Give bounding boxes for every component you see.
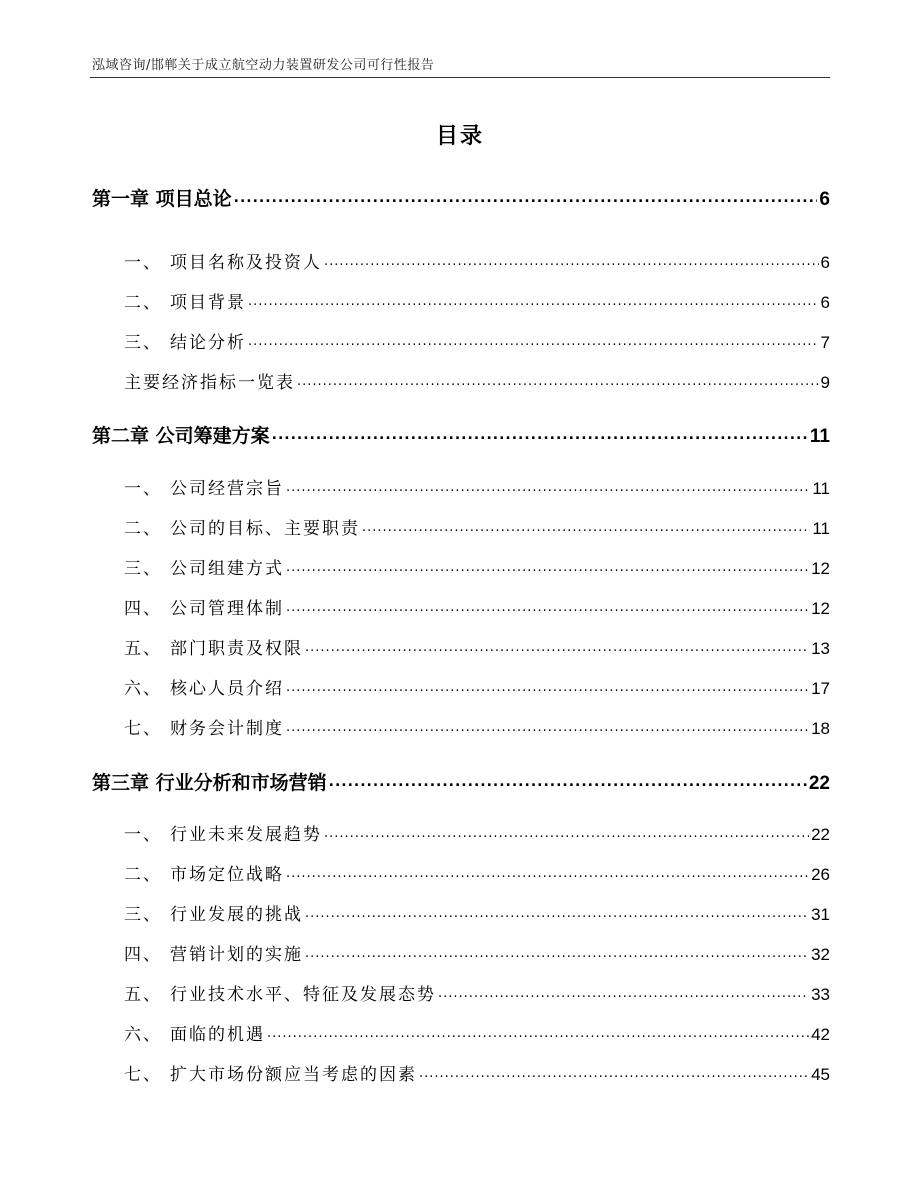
toc-leader-dots [286, 862, 809, 879]
toc-page-number: 42 [811, 1025, 830, 1044]
toc-section-entry[interactable] [92, 288, 830, 313]
toc-page-number: 6 [819, 189, 830, 210]
toc-entry-number: 一、 [124, 479, 162, 499]
toc-chapter-entry[interactable] [92, 184, 830, 211]
toc-page-number: 9 [820, 373, 830, 392]
toc-section-entry[interactable] [92, 1060, 830, 1085]
toc-page-number: 32 [811, 945, 830, 964]
toc-entry-label [92, 184, 232, 211]
toc-entry-text: 主要经济指标一览表 [124, 373, 295, 393]
toc-entry-text: 扩大市场份额应当考虑的因素 [170, 1065, 417, 1085]
toc-entry-number: 五、 [124, 985, 162, 1005]
toc-leader-dots [419, 1062, 809, 1079]
toc-page-number: 11 [812, 519, 830, 538]
toc-page-number: 7 [820, 333, 830, 352]
toc-entry-label [92, 474, 284, 499]
toc-section-entry[interactable] [92, 940, 830, 965]
toc-entry-text: 核心人员介绍 [170, 679, 284, 699]
toc-entry-number: 七、 [124, 719, 162, 739]
toc-leader-dots [297, 370, 819, 387]
toc-entry-label [92, 594, 284, 619]
toc-leader-dots [305, 942, 809, 959]
toc-entry-number: 六、 [124, 1025, 162, 1045]
toc-page-number: 33 [811, 985, 830, 1004]
toc-leader-dots [286, 476, 810, 493]
toc-entry-text: 项目名称及投资人 [170, 253, 322, 273]
toc-entry-label [92, 1020, 265, 1045]
toc-section-entry[interactable] [92, 1020, 830, 1045]
toc-page-number: 11 [809, 426, 830, 447]
toc-leader-dots [248, 290, 819, 307]
toc-entry-number: 六、 [124, 679, 162, 699]
toc-entry-label [92, 554, 284, 579]
toc-entry-number: 二、 [124, 865, 162, 885]
toc-entry-text: 营销计划的实施 [170, 945, 303, 965]
toc-page-number: 13 [811, 639, 830, 658]
toc-page-number: 22 [808, 773, 830, 794]
toc-entry-text: 第二章 公司筹建方案 [92, 425, 270, 447]
toc-page-number: 17 [811, 679, 830, 698]
toc-leader-dots [329, 769, 807, 788]
toc-entry-label [92, 634, 303, 659]
toc-chapter-entry[interactable] [92, 768, 830, 795]
toc-page-number: 18 [811, 719, 830, 738]
toc-entry-label [92, 980, 436, 1005]
toc-entry-number: 四、 [124, 599, 162, 619]
toc-page-number: 26 [811, 865, 830, 884]
toc-leader-dots [324, 822, 809, 839]
header-divider [90, 77, 830, 78]
toc-entry-number: 三、 [124, 905, 162, 925]
toc-section-entry[interactable] [92, 514, 830, 539]
toc-entry-label [92, 714, 284, 739]
running-header: 泓域咨询/邯郸关于成立航空动力装置研发公司可行性报告 [92, 58, 435, 73]
toc-entry-label [92, 674, 284, 699]
toc-entry-text: 公司经营宗旨 [170, 479, 284, 499]
toc-entry-label [92, 1060, 417, 1085]
toc-entry-text: 市场定位战略 [170, 865, 284, 885]
toc-leader-dots [234, 185, 818, 204]
toc-entry-text: 第三章 行业分析和市场营销 [92, 772, 327, 794]
toc-entry-text: 第一章 项目总论 [92, 188, 232, 210]
toc-entry-label [92, 860, 284, 885]
toc-section-entry[interactable] [92, 900, 830, 925]
toc-entry-label [92, 900, 303, 925]
toc-leader-dots [286, 716, 809, 733]
toc-entry-text: 面临的机遇 [170, 1025, 265, 1045]
toc-entry-number: 五、 [124, 639, 162, 659]
toc-entry-label [92, 288, 246, 313]
toc-leader-dots [305, 902, 809, 919]
toc-entry-number: 二、 [124, 519, 162, 539]
toc-page-number: 6 [820, 293, 830, 312]
toc-entry-text: 公司组建方式 [170, 559, 284, 579]
toc-section-entry[interactable] [92, 674, 830, 699]
toc-leader-dots [324, 250, 819, 267]
toc-entry-text: 部门职责及权限 [170, 639, 303, 659]
toc-entry-label [92, 820, 322, 845]
toc-section-entry[interactable] [92, 248, 830, 273]
toc-page-number: 6 [820, 253, 830, 272]
toc-leader-dots [362, 516, 810, 533]
toc-entry-number: 一、 [124, 825, 162, 845]
toc-section-entry[interactable] [92, 368, 830, 393]
toc-entry-text: 行业未来发展趋势 [170, 825, 322, 845]
page-title: 目录 [435, 124, 484, 149]
toc-section-entry[interactable] [92, 860, 830, 885]
toc-section-entry[interactable] [92, 714, 830, 739]
toc-page-number: 12 [811, 599, 830, 618]
toc-entry-text: 行业发展的挑战 [170, 905, 303, 925]
toc-page-number: 31 [811, 905, 830, 924]
toc-section-entry[interactable] [92, 980, 830, 1005]
toc-leader-dots [267, 1022, 809, 1039]
toc-section-entry[interactable] [92, 594, 830, 619]
toc-entry-text: 项目背景 [170, 293, 246, 313]
toc-page-number: 45 [811, 1065, 830, 1084]
toc-leader-dots [248, 330, 819, 347]
toc-entry-label [92, 768, 327, 795]
toc-entry-label [92, 248, 322, 273]
toc-entry-number: 三、 [124, 559, 162, 579]
toc-entry-number: 四、 [124, 945, 162, 965]
toc-entry-text: 财务会计制度 [170, 719, 284, 739]
toc-leader-dots [286, 596, 809, 613]
toc-entry-number: 二、 [124, 293, 162, 313]
toc-page-number: 11 [812, 479, 830, 498]
toc-entry-label [92, 940, 303, 965]
toc-leader-dots [286, 676, 809, 693]
toc-entry-text: 结论分析 [170, 333, 246, 353]
toc-page-number: 12 [811, 559, 830, 578]
toc-entry-text: 公司管理体制 [170, 599, 284, 619]
toc-entry-text: 公司的目标、主要职责 [170, 519, 360, 539]
toc-entry-number: 三、 [124, 333, 162, 353]
toc-page-number: 22 [811, 825, 830, 844]
toc-leader-dots [286, 556, 809, 573]
toc-entry-text: 行业技术水平、特征及发展态势 [170, 985, 436, 1005]
toc-leader-dots [305, 636, 809, 653]
toc-section-entry[interactable] [92, 474, 830, 499]
toc-chapter-entry[interactable] [92, 421, 830, 448]
toc-entry-number: 七、 [124, 1065, 162, 1085]
toc-entry-label [92, 368, 295, 393]
toc-section-entry[interactable] [92, 820, 830, 845]
toc-section-entry[interactable] [92, 554, 830, 579]
toc-leader-dots [438, 982, 809, 999]
toc-entry-label [92, 421, 270, 448]
toc-section-entry[interactable] [92, 634, 830, 659]
toc-leader-dots [272, 422, 808, 441]
toc-entry-label [92, 328, 246, 353]
toc-entry-number: 一、 [124, 253, 162, 273]
toc-entry-label [92, 514, 360, 539]
toc-section-entry[interactable] [92, 328, 830, 353]
